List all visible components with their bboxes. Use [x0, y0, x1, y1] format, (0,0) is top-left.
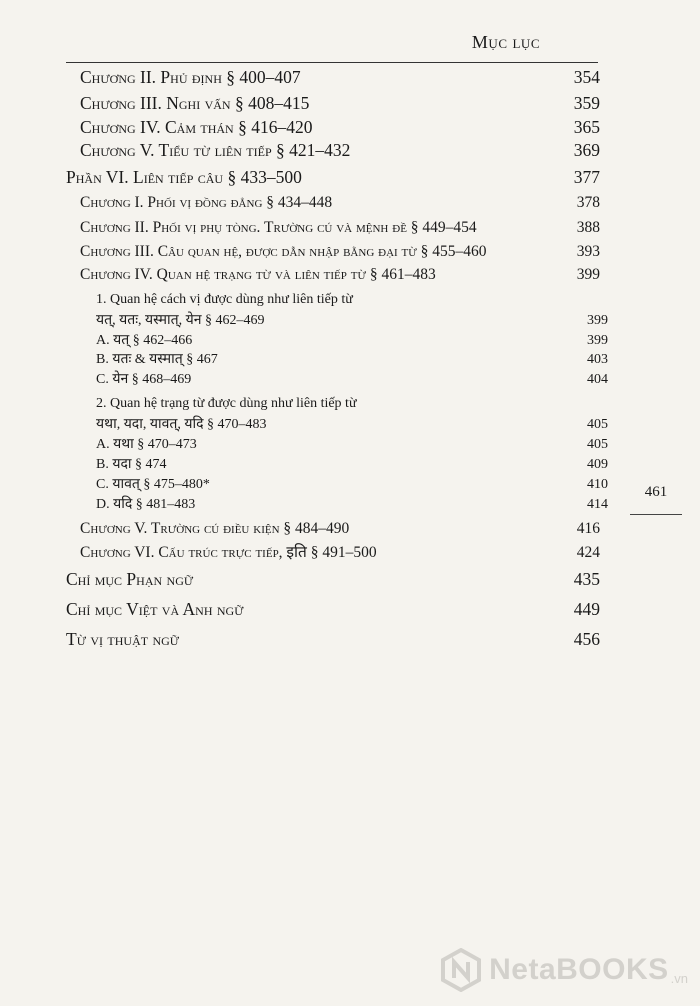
toc-entry-page: 399 — [587, 333, 608, 348]
toc-part-entry — [66, 566, 600, 590]
toc-entry — [80, 262, 600, 284]
toc-entry-text: Chỉ mục Phạn ngữ — [66, 569, 194, 589]
toc-entry-page: 435 — [573, 569, 600, 589]
toc-entry — [80, 239, 600, 261]
toc-entry-text: Chương II. Phủ định § 400–407 — [80, 67, 301, 87]
toc-subentry — [96, 309, 608, 329]
toc-entry-page: 424 — [576, 544, 600, 561]
page-number: 461 — [644, 484, 668, 500]
toc-entry — [80, 190, 600, 212]
toc-part-entry — [66, 596, 600, 620]
toc-entry-text: Chương IV. Quan hệ trạng từ và liên tiếp từ § 461–483 — [80, 266, 436, 283]
toc-entry-page: 405 — [587, 417, 608, 432]
toc-entry — [80, 137, 600, 161]
toc-entry-text: Chương III. Câu quan hệ, được dẫn nhập bằng đại từ § 455–460 — [80, 243, 487, 260]
toc-entry-text: यथा, यदा, यावत्, यदि § 470–483 — [96, 417, 267, 432]
toc-subentry — [96, 433, 608, 453]
toc-entry-text: Phần VI. Liên tiếp câu § 433–500 — [66, 167, 302, 187]
toc-entry-page: 403 — [587, 352, 608, 367]
toc-subentry — [96, 453, 608, 473]
toc-entry-page: 410 — [587, 477, 608, 492]
toc-part-entry — [66, 164, 600, 188]
toc-entry-page: 354 — [573, 67, 600, 87]
toc-entry-text: A. यथा § 470–473 — [96, 437, 197, 452]
toc-entry-page: 369 — [573, 140, 600, 160]
toc-subentry — [96, 368, 608, 388]
watermark — [439, 948, 688, 992]
toc-entry-text: Chỉ mục Việt và Anh ngữ — [66, 599, 244, 619]
toc-entry — [80, 114, 600, 138]
toc-entry — [80, 64, 600, 88]
toc-entry-page: 405 — [587, 437, 608, 452]
toc-entry-text: B. यदा § 474 — [96, 457, 167, 472]
toc-entry — [80, 215, 600, 237]
toc-entry — [80, 516, 600, 538]
running-header-title: Mục lục — [471, 32, 540, 52]
toc-entry-page: 414 — [587, 497, 608, 512]
toc-subsection-heading: 2. Quan hệ trạng từ được dùng như liên tiếp từ — [96, 396, 357, 411]
toc-entry-text: यत्, यतः, यस्मात्, येन § 462–469 — [96, 313, 265, 328]
toc-entry-text: B. यतः & यस्मात् § 467 — [96, 352, 218, 367]
toc-subentry — [96, 413, 608, 433]
toc-subentry — [96, 493, 608, 513]
toc-entry-page: 393 — [576, 243, 600, 260]
toc-entry-text: C. यावत् § 475–480* — [96, 477, 210, 492]
toc-subentry — [96, 473, 608, 493]
toc-entry-page: 449 — [573, 599, 600, 619]
toc-entry-text: Chương VI. Cấu trúc trực tiếp, इति § 491–500 — [80, 544, 377, 561]
page-number-rule — [630, 514, 682, 515]
toc-entry — [80, 540, 600, 562]
toc-entry-page: 409 — [587, 457, 608, 472]
toc-entry-text: Chương II. Phối vị phụ tòng. Trường cú và mệnh đề § 449–454 — [80, 219, 477, 236]
toc-subentry — [96, 348, 608, 368]
toc-entry-text: Chương I. Phối vị đồng đẳng § 434–448 — [80, 194, 333, 211]
toc-entry-text: Chương V. Tiểu từ liên tiếp § 421–432 — [80, 140, 351, 160]
toc-entry-page: 378 — [576, 194, 600, 211]
toc-entry-page: 404 — [587, 372, 608, 387]
toc-entry-page: 359 — [573, 93, 600, 113]
toc-subentry — [96, 329, 608, 349]
toc-entry-text: Chương IV. Cảm thán § 416–420 — [80, 117, 313, 137]
toc-entry-page: 399 — [587, 313, 608, 328]
watermark-suffix: .vn — [670, 971, 688, 986]
watermark-brand: NetaBOOKS — [489, 953, 669, 986]
toc-entry-text: D. यदि § 481–483 — [96, 497, 196, 512]
toc-entry-page: 365 — [573, 117, 600, 137]
toc-entry-page: 399 — [576, 266, 600, 283]
toc-entry-text: Chương V. Trường cú điều kiện § 484–490 — [80, 520, 350, 537]
logo-icon — [439, 948, 483, 992]
toc-entry-text: A. यत् § 462–466 — [96, 333, 193, 348]
toc-entry-text: C. येन § 468–469 — [96, 372, 192, 387]
toc-entry — [80, 90, 600, 114]
toc-entry-text: Chương III. Nghi vấn § 408–415 — [80, 93, 310, 113]
toc-entry-text: Từ vị thuật ngữ — [66, 629, 180, 649]
running-header — [66, 22, 598, 63]
toc-entry-page: 456 — [573, 629, 600, 649]
toc-entry-page: 388 — [576, 219, 600, 236]
toc-subsection-heading: 1. Quan hệ cách vị được dùng như liên tiếp từ — [96, 292, 353, 307]
toc-part-entry — [66, 626, 600, 650]
toc-entry-page: 377 — [573, 167, 600, 187]
toc-entry-page: 416 — [576, 520, 600, 537]
